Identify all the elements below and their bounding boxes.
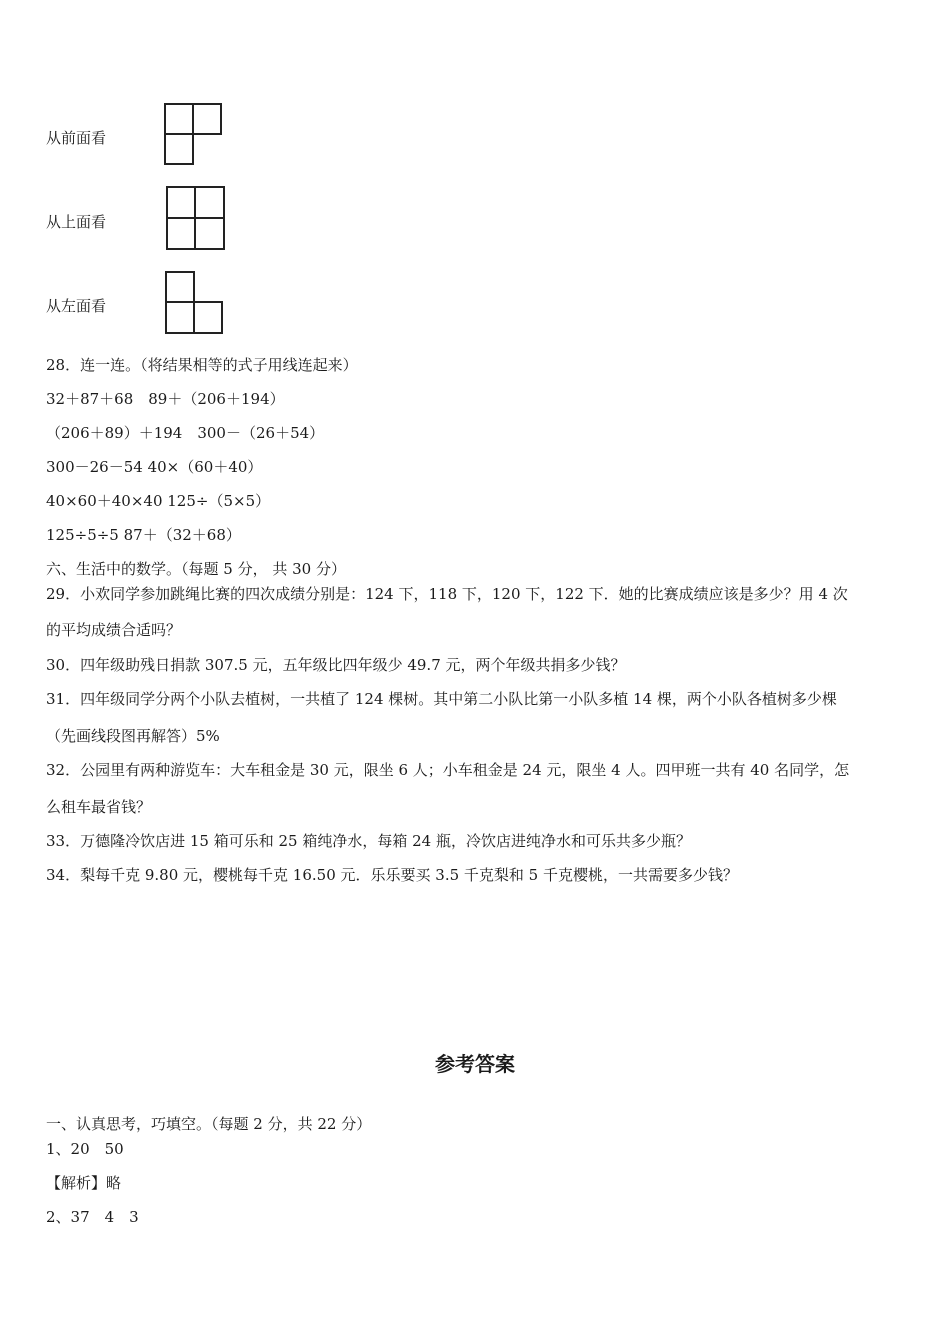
q28-row-3: 300－26－54 40×（60＋40） <box>46 458 263 476</box>
q30: 30．四年级助残日捐款 307.5 元，五年级比四年级少 49.7 元，两个年级共捐多少钱？ <box>46 656 626 674</box>
q28-row-1: 32＋87＋68 89＋（206＋194） <box>46 390 285 408</box>
top-view-label: 从上面看 <box>46 213 107 231</box>
q31-line-2: （先画线段图再解答）5% <box>46 727 220 745</box>
q29-line-2: 的平均成绩合适吗？ <box>46 621 182 639</box>
q32-line-1: 32．公园里有两种游览车：大车租金是 30 元，限坐 6 人；小车租金是 24 元，限坐 4 人。四甲班一共有 40 名同学，怎 <box>46 761 850 779</box>
q33: 33．万德隆冷饮店进 15 箱可乐和 25 箱纯净水，每箱 24 瓶，冷饮店进纯净水和可乐共多少瓶？ <box>46 832 691 850</box>
q28-row-2: （206＋89）＋194 300－（26＋54） <box>46 424 325 442</box>
front-view-label: 从前面看 <box>46 129 107 147</box>
answers-section1-heading: 一、认真思考，巧填空。（每题 2 分，共 22 分） <box>46 1115 372 1133</box>
answers-title: 参考答案 <box>435 1052 515 1076</box>
q29-line-1: 29．小欢同学参加跳绳比赛的四次成绩分别是：124 下，118 下，120 下，122 下．她的比赛成绩应该是多少？用 4 次 <box>46 585 848 603</box>
answer-2: 2、37 4 3 <box>46 1208 139 1226</box>
q32-line-2: 么租车最省钱？ <box>46 798 152 816</box>
q31-line-1: 31．四年级同学分两个小队去植树，一共植了 124 棵树。其中第二小队比第一小队多植 14 棵，两个小队各植树多少棵 <box>46 690 837 708</box>
front-view-figure <box>160 100 226 168</box>
left-view-label: 从左面看 <box>46 297 107 315</box>
q28-row-4: 40×60＋40×40 125÷（5×5） <box>46 492 271 510</box>
answer-1: 1、20 50 <box>46 1140 124 1158</box>
q28-row-5: 125÷5÷5 87＋（32＋68） <box>46 526 241 544</box>
q34: 34．梨每千克 9.80 元，樱桃每千克 16.50 元．乐乐要买 3.5 千克梨和 5 千克樱桃，一共需要多少钱？ <box>46 866 738 884</box>
q28-title: 28．连一连。（将结果相等的式子用线连起来） <box>46 356 358 374</box>
answer-1-analysis: 【解析】略 <box>46 1174 122 1192</box>
top-view-figure <box>160 183 230 253</box>
section6-heading: 六、生活中的数学。（每题 5 分， 共 30 分） <box>46 560 346 578</box>
left-view-figure <box>160 268 228 338</box>
